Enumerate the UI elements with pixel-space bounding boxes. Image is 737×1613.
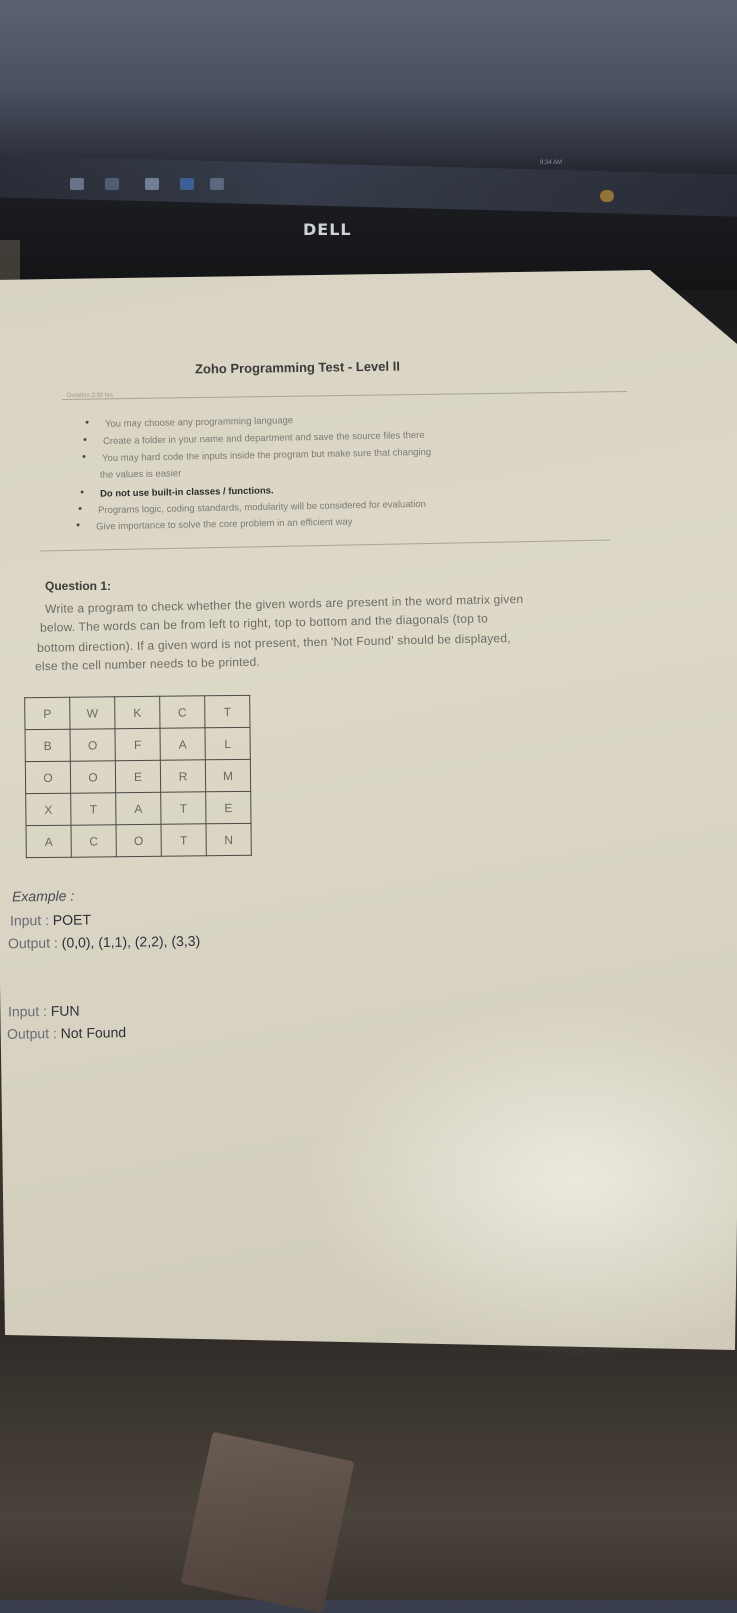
example-input xyxy=(8,1003,80,1020)
dell-logo: DELL xyxy=(303,220,352,239)
matrix-row xyxy=(25,727,250,761)
matrix-cell: A xyxy=(160,728,205,760)
instruction-item: ● Do not use built-in classes / functions. xyxy=(100,485,274,499)
paper-glare xyxy=(300,1000,737,1360)
matrix-row xyxy=(26,791,251,825)
matrix-cell: E xyxy=(206,791,251,823)
question-line: below. The words can be from left to right, top to bottom and the diagonals (top to xyxy=(39,611,489,635)
taskbar-icon xyxy=(210,178,224,190)
matrix-cell: A xyxy=(116,792,161,824)
instruction-item: ● Give importance to solve the core problem in an efficient way xyxy=(96,517,353,533)
matrix-cell: E xyxy=(115,760,160,792)
matrix-cell: B xyxy=(25,729,70,761)
taskbar-icon xyxy=(180,178,194,190)
example-label: Example : xyxy=(11,887,75,905)
matrix-cell: M xyxy=(205,759,250,791)
taskbar-icon xyxy=(145,178,159,190)
matrix-cell: X xyxy=(26,793,71,825)
instruction-continuation: the values is easier xyxy=(99,468,182,481)
word-matrix xyxy=(24,695,252,858)
matrix-cell: T xyxy=(161,792,206,824)
matrix-cell: P xyxy=(25,697,70,729)
page-title: Zoho Programming Test - Level II xyxy=(194,358,401,377)
input-label: Input : xyxy=(9,912,50,929)
instruction-item: ● Create a folder in your name and department and save the source files there xyxy=(103,430,425,447)
matrix-cell: F xyxy=(115,728,160,760)
output-label: Output : xyxy=(7,934,58,952)
question-line: else the cell number needs to be printed. xyxy=(34,654,261,674)
instruction-item: ● You may hard code the inputs inside the program but make sure that changing xyxy=(102,447,431,464)
matrix-cell: W xyxy=(70,697,115,729)
matrix-cell: R xyxy=(160,760,205,792)
matrix-cell: O xyxy=(116,824,161,856)
question-line: bottom direction). If a given word is not present, then 'Not Found' should be displayed, xyxy=(36,631,511,655)
duration-note: Duration 2:30 hrs xyxy=(67,393,114,399)
question-line: Write a program to check whether the given words are present in the word matrix given xyxy=(44,591,524,617)
matrix-cell: O xyxy=(70,761,115,793)
matrix-cell: A xyxy=(26,825,71,857)
matrix-cell: L xyxy=(205,727,250,759)
example-output xyxy=(8,933,200,952)
taskbar-icon xyxy=(600,190,614,202)
taskbar-icon xyxy=(70,178,84,190)
matrix-cell: C xyxy=(71,825,116,857)
taskbar-clock: 9:34 AM xyxy=(540,160,563,166)
output-value: Not Found xyxy=(60,1024,127,1042)
input-value: FUN xyxy=(50,1002,80,1019)
matrix-cell: T xyxy=(205,695,250,727)
matrix-row xyxy=(25,759,250,793)
input-label: Input : xyxy=(7,1002,48,1020)
question-heading: Question 1: xyxy=(45,579,112,593)
taskbar-icon xyxy=(105,178,119,190)
matrix-row xyxy=(25,695,250,729)
matrix-row xyxy=(26,823,251,857)
matrix-cell: T xyxy=(71,793,116,825)
matrix-cell: O xyxy=(70,729,115,761)
output-label: Output : xyxy=(6,1025,57,1042)
output-value: (0,0), (1,1), (2,2), (3,3) xyxy=(61,932,201,951)
monitor xyxy=(0,0,737,290)
matrix-cell: C xyxy=(160,696,205,728)
input-value: POET xyxy=(52,911,92,928)
matrix-cell: N xyxy=(206,823,251,855)
example-output xyxy=(7,1024,126,1042)
instruction-item: ● Programs logic, coding standards, modularity will be considered for evaluation xyxy=(98,499,426,516)
matrix-cell: K xyxy=(115,696,160,728)
matrix-cell: T xyxy=(161,824,206,856)
example-input xyxy=(10,911,91,928)
instruction-item: ● You may choose any programming language xyxy=(105,415,293,430)
matrix-cell: O xyxy=(25,761,70,793)
